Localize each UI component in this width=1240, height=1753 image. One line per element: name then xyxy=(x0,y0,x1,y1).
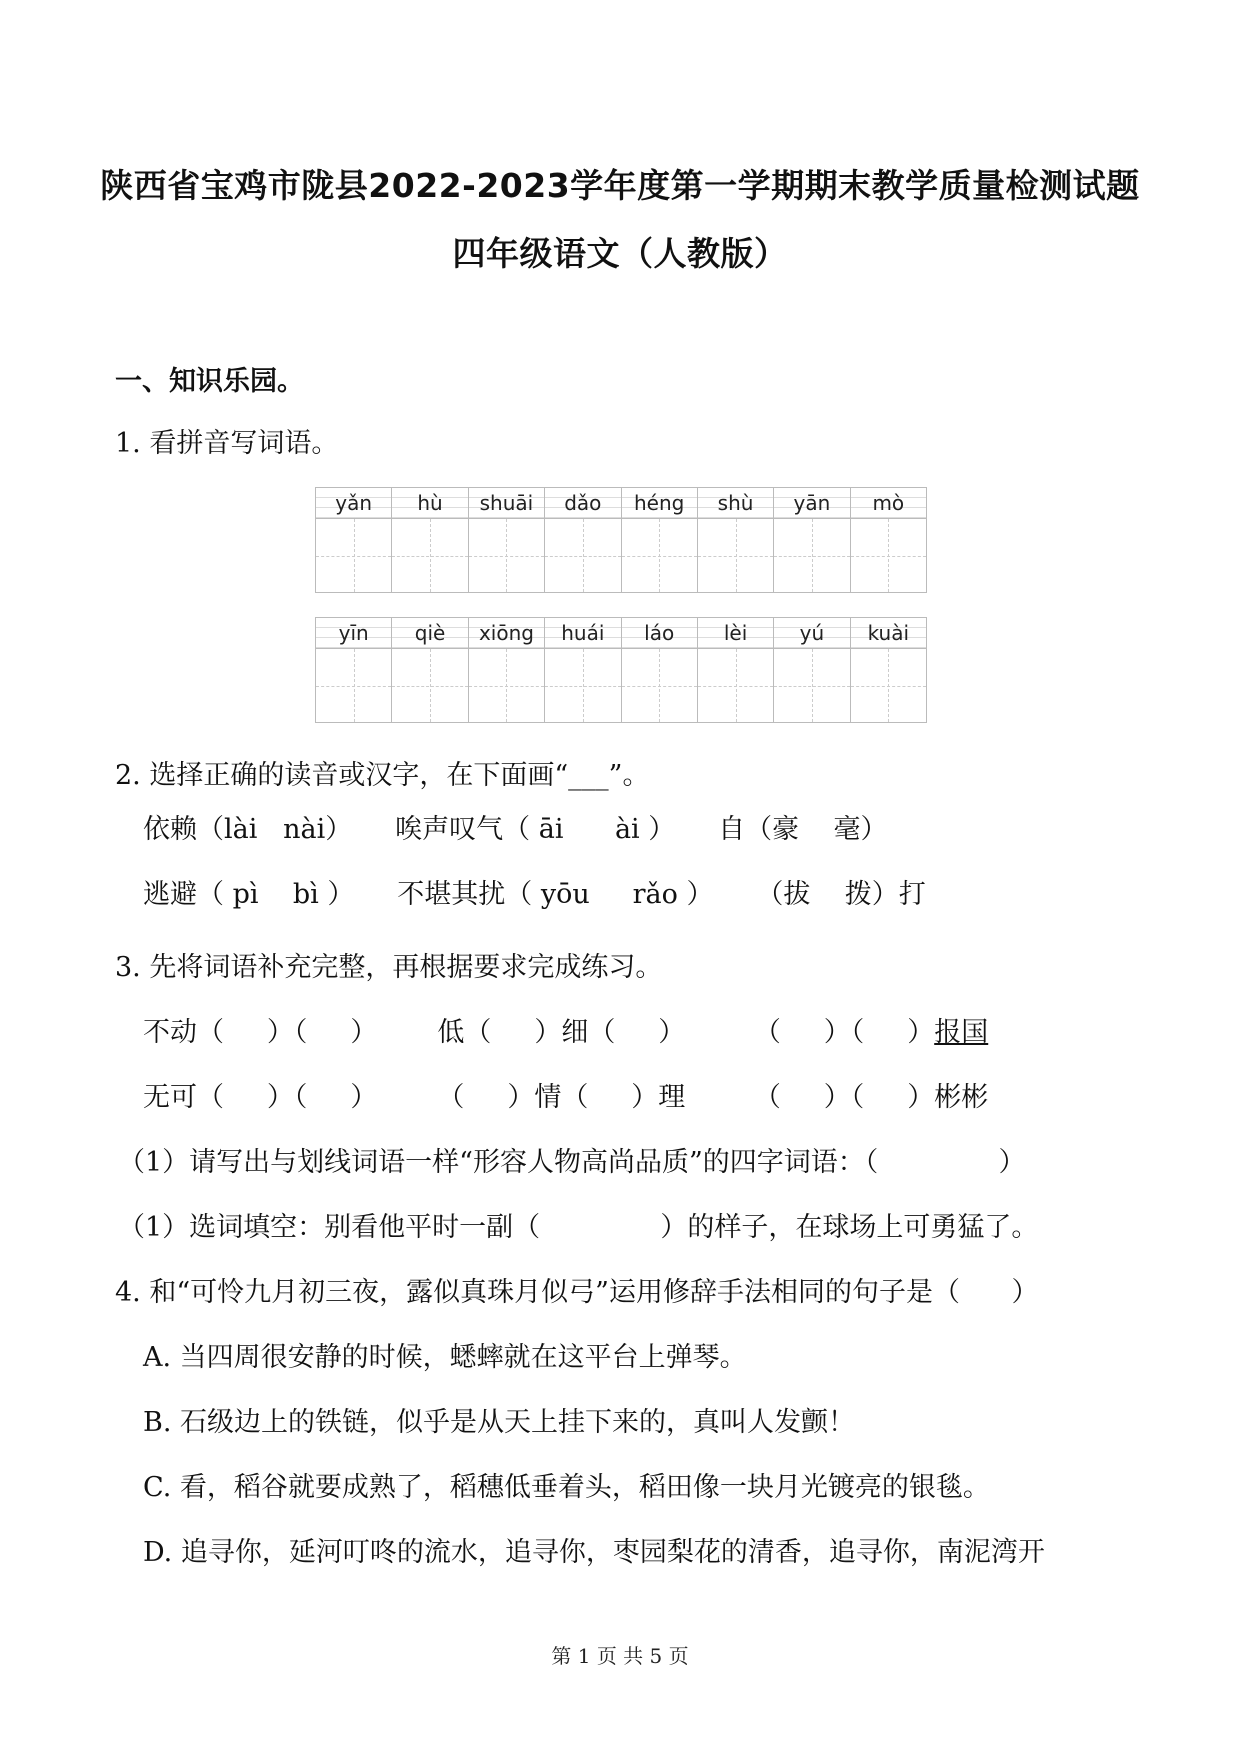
pinyin-label: héng xyxy=(622,488,697,519)
question-4-option-a: A. 当四周很安静的时候，蟋蟀就在这平台上弹琴。 xyxy=(143,1342,747,1373)
question-3-line-2: 无可（ ）（ ） （ ）情（ ）理 （ ）（ ）彬彬 xyxy=(143,1082,989,1113)
grid-cell[interactable] xyxy=(622,618,698,722)
grid-cell[interactable] xyxy=(851,488,926,592)
pinyin-label: hù xyxy=(392,488,467,519)
grid-cell[interactable] xyxy=(392,488,468,592)
grid-cell[interactable] xyxy=(545,618,621,722)
underlined-word: 报国 xyxy=(934,1017,989,1048)
writing-box[interactable] xyxy=(316,649,391,722)
grid-cell[interactable] xyxy=(774,488,850,592)
pinyin-label: shuāi xyxy=(469,488,544,519)
writing-box[interactable] xyxy=(774,519,849,592)
pinyin-label: yīn xyxy=(316,618,391,649)
writing-box[interactable] xyxy=(851,519,926,592)
grid-cell[interactable] xyxy=(316,488,392,592)
writing-box[interactable] xyxy=(698,519,773,592)
grid-cell[interactable] xyxy=(622,488,698,592)
question-2-line-1: 依赖（lài nài） 唉声叹气（ āi ài ） 自（豪 毫） xyxy=(143,814,888,845)
grid-cell[interactable] xyxy=(851,618,926,722)
question-2: 2. 选择正确的读音或汉字，在下面画“___”。 xyxy=(115,760,650,791)
writing-box[interactable] xyxy=(392,519,467,592)
writing-box[interactable] xyxy=(622,519,697,592)
question-4-option-c: C. 看，稻谷就要成熟了，稻穗低垂着头，稻田像一块月光镀亮的银毯。 xyxy=(143,1472,990,1503)
writing-box[interactable] xyxy=(851,649,926,722)
pinyin-label: láo xyxy=(622,618,697,649)
writing-box[interactable] xyxy=(392,649,467,722)
grid-cell[interactable] xyxy=(698,488,774,592)
writing-box[interactable] xyxy=(698,649,773,722)
pinyin-grid-row-2 xyxy=(315,617,927,723)
pinyin-label: dǎo xyxy=(545,488,620,519)
pinyin-label: lèi xyxy=(698,618,773,649)
page-number: 第 1 页 共 5 页 xyxy=(551,1644,689,1668)
grid-cell[interactable] xyxy=(392,618,468,722)
writing-box[interactable] xyxy=(316,519,391,592)
question-4-option-b: B. 石级边上的铁链，似乎是从天上挂下来的，真叫人发颤！ xyxy=(143,1407,856,1438)
question-3-line-1 xyxy=(143,1015,988,1051)
pinyin-label: qiè xyxy=(392,618,467,649)
pinyin-label: shù xyxy=(698,488,773,519)
grid-cell[interactable] xyxy=(316,618,392,722)
pinyin-label: xiōng xyxy=(469,618,544,649)
pinyin-label: yú xyxy=(774,618,849,649)
question-2-line-2: 逃避（ pì bì ） 不堪其扰（ yōu rǎo ） （拔 拨）打 xyxy=(143,879,926,910)
pinyin-label: yǎn xyxy=(316,488,391,519)
writing-box[interactable] xyxy=(622,649,697,722)
exam-title: 陕西省宝鸡市陇县2022-2023学年度第一学期期末教学质量检测试题 xyxy=(100,166,1140,205)
grid-cell[interactable] xyxy=(774,618,850,722)
pinyin-label: mò xyxy=(851,488,926,519)
question-3-sub-2: （1）选词填空：别看他平时一副（ ）的样子，在球场上可勇猛了。 xyxy=(118,1212,1039,1243)
writing-box[interactable] xyxy=(774,649,849,722)
question-3-line-1-text: 不动（ ）（ ） 低（ ）细（ ） （ ）（ ） xyxy=(143,1017,935,1048)
writing-box[interactable] xyxy=(545,649,620,722)
question-3: 3. 先将词语补充完整，再根据要求完成练习。 xyxy=(115,952,663,983)
question-4: 4. 和“可怜九月初三夜，露似真珠月似弓”运用修辞手法相同的句子是（ ） xyxy=(115,1277,1039,1308)
pinyin-label: kuài xyxy=(851,618,926,649)
grid-cell[interactable] xyxy=(469,618,545,722)
grid-cell[interactable] xyxy=(469,488,545,592)
question-3-sub-1: （1）请写出与划线词语一样“形容人物高尚品质”的四字词语：（ ） xyxy=(118,1147,1026,1178)
pinyin-grid-row-1 xyxy=(315,487,927,593)
grid-cell[interactable] xyxy=(545,488,621,592)
writing-box[interactable] xyxy=(469,649,544,722)
section-heading: 一、知识乐园。 xyxy=(115,366,304,397)
question-1: 1. 看拼音写词语。 xyxy=(115,428,339,459)
exam-subtitle: 四年级语文（人教版） xyxy=(452,234,788,273)
question-4-option-d: D. 追寻你，延河叮咚的流水，追寻你，枣园梨花的清香，追寻你，南泥湾开 xyxy=(143,1537,1045,1568)
grid-cell[interactable] xyxy=(698,618,774,722)
pinyin-label: huái xyxy=(545,618,620,649)
writing-box[interactable] xyxy=(469,519,544,592)
writing-box[interactable] xyxy=(545,519,620,592)
pinyin-label: yān xyxy=(774,488,849,519)
